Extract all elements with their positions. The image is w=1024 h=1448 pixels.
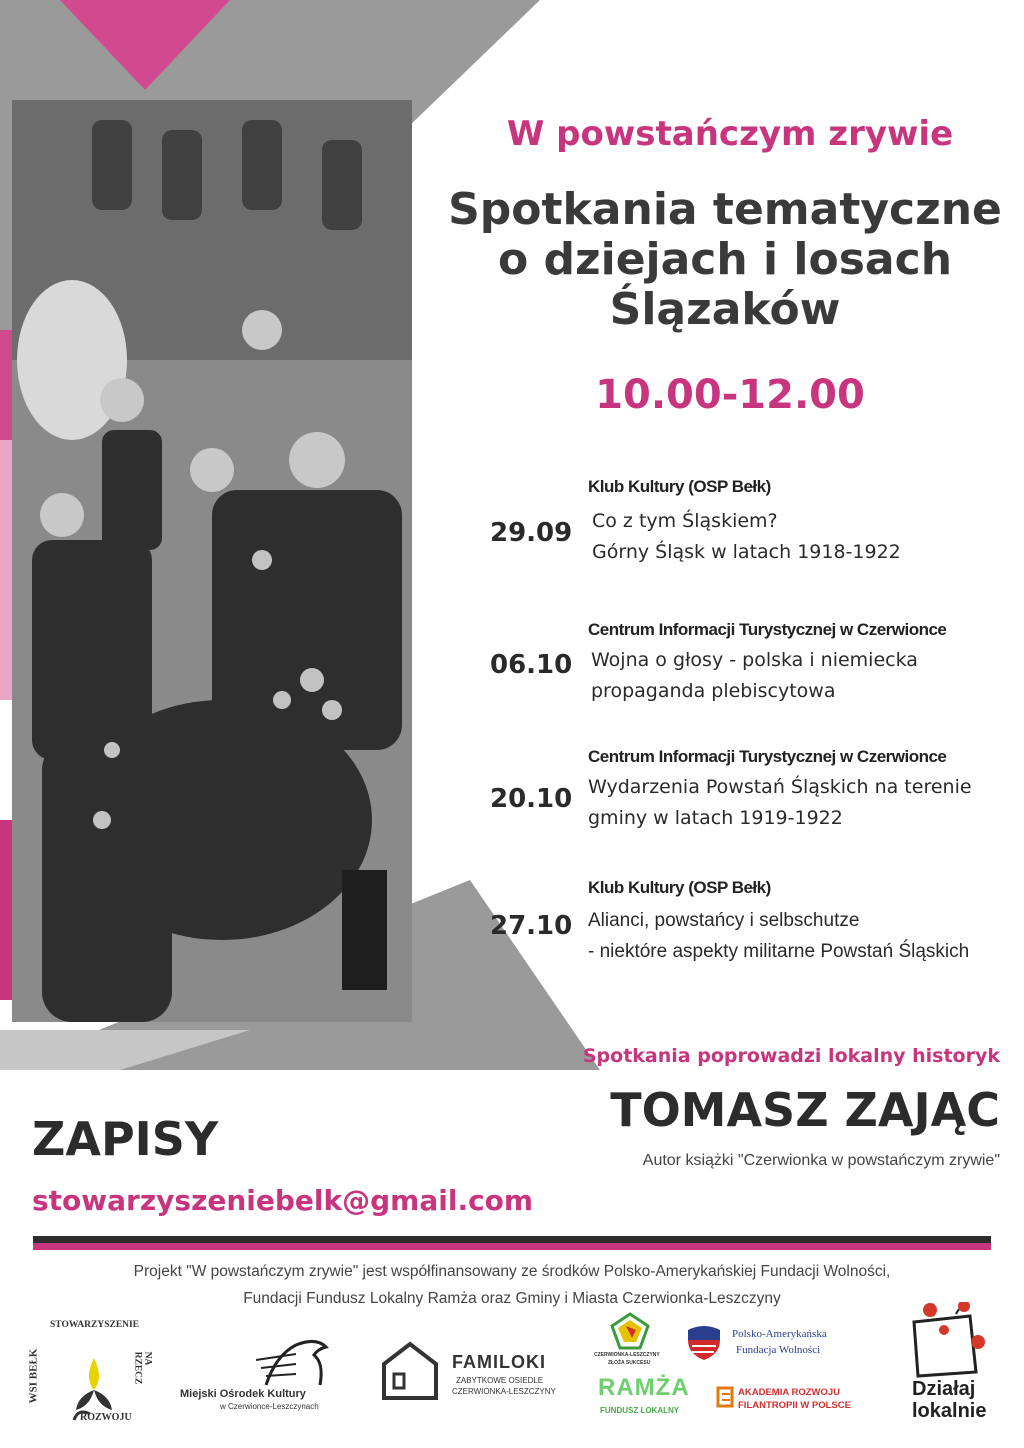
logo-akademia-rozwoju [716,1386,876,1420]
event-description-line: Alianci, powstańcy i selbschutze [588,910,860,931]
host-book-note: Autor książki "Czerwionka w powstańczym zrywie" [642,1152,1000,1169]
logo-text: lokalnie [912,1400,987,1422]
logo-text: Polsko-Amerykańska [732,1328,827,1340]
event-description-line: Wojna o głosy - polska i niemiecka [591,649,918,671]
event-place: Centrum Informacji Turystycznej w Czerwionce [588,620,947,639]
logo-text: Miejski Ośrodek Kultury [180,1388,306,1400]
event-description-line: propaganda plebiscytowa [591,680,836,702]
logo-czerwionka-leszczyny [590,1310,670,1370]
logo-pafw [684,1322,874,1366]
event-date: 06.10 [490,650,573,680]
event-description-line: Wydarzenia Powstań Śląskich na terenie [588,776,972,798]
signup-email-link[interactable]: stowarzyszeniebelk@gmail.com [32,1184,534,1217]
logo-text: FUNDUSZ LOKALNY [600,1406,680,1415]
event-description-line: Co z tym Śląskiem? [592,510,778,532]
event-description [592,506,901,568]
funding-line-2: Fundacji Fundusz Lokalny Ramża oraz Gminy i Miasta Czerwionka-Leszczyny [243,1290,781,1307]
funding-note [40,1258,984,1312]
logo-dzialaj-lokalnie [904,1302,994,1426]
logo-text: ZŁOŻA SUKCESU [608,1360,651,1366]
title-line-3: Ślązaków [609,284,841,335]
event-description [591,645,918,707]
event-description-line: gminy w latach 1919-1922 [588,807,843,829]
logo-text: AKADEMIA ROZWOJU [738,1387,841,1398]
event-description [588,772,972,834]
event-date: 27.10 [490,911,573,941]
logo-text: CZERWIONKA-LESZCZYNY [452,1387,556,1396]
event-description [588,905,969,967]
event-place: Klub Kultury (OSP Bełk) [588,878,771,897]
event-date: 29.09 [490,518,573,548]
title-line-2: o dziejach i losach [497,234,953,285]
divider-pink [33,1243,991,1250]
logo-text: STOWARZYSZENIE [50,1320,140,1330]
logo-text: FAMILOKI [452,1352,546,1372]
event-date: 20.10 [490,784,573,814]
logo-text: FILANTROPII W POLSCE [738,1400,851,1411]
host-intro: Spotkania poprowadzi lokalny historyk [582,1045,1000,1067]
logo-stowarzyszenie-belk [27,1318,156,1426]
funding-line-1: Projekt "W powstańczym zrywie" jest współfinansowany ze środków Polsko-Amerykańskiej Fundacji Wolności, [133,1263,891,1280]
logo-text: ZABYTKOWE OSIEDLE [456,1376,544,1385]
signup-label: ZAPISY [32,1112,219,1166]
logo-text: RAMŻA [598,1374,690,1401]
divider-dark [33,1236,991,1243]
logo-text: Działaj [912,1378,976,1400]
event-description-line: Górny Śląsk w latach 1918-1922 [592,541,901,563]
page-title [430,185,1020,335]
logo-text: Fundacja Wolności [736,1344,821,1356]
logo-text: NA RZECZ [132,1351,153,1385]
event-description-line: - niektóre aspekty militarne Powstań Śląskich [588,941,970,962]
title-line-1: Spotkania tematyczne [448,184,1002,235]
historical-photo [12,100,412,1022]
logo-familoki [378,1336,568,1416]
event-place: Klub Kultury (OSP Bełk) [588,477,771,496]
logo-ramza [590,1374,690,1424]
logo-text: WSI BEŁK [27,1348,40,1404]
logo-mok [176,1330,346,1420]
logo-text: w Czerwionce-Leszczynach [220,1402,319,1411]
event-series-subtitle: W powstańczym zrywie [506,114,954,154]
host-name: TOMASZ ZAJĄC [610,1083,1000,1137]
event-time: 10.00-12.00 [595,372,865,418]
logo-text: CZERWIONKA-LESZCZYNY [594,1352,660,1358]
event-place: Centrum Informacji Turystycznej w Czerwionce [588,747,947,766]
logo-text: ROZWOJU [80,1412,132,1423]
